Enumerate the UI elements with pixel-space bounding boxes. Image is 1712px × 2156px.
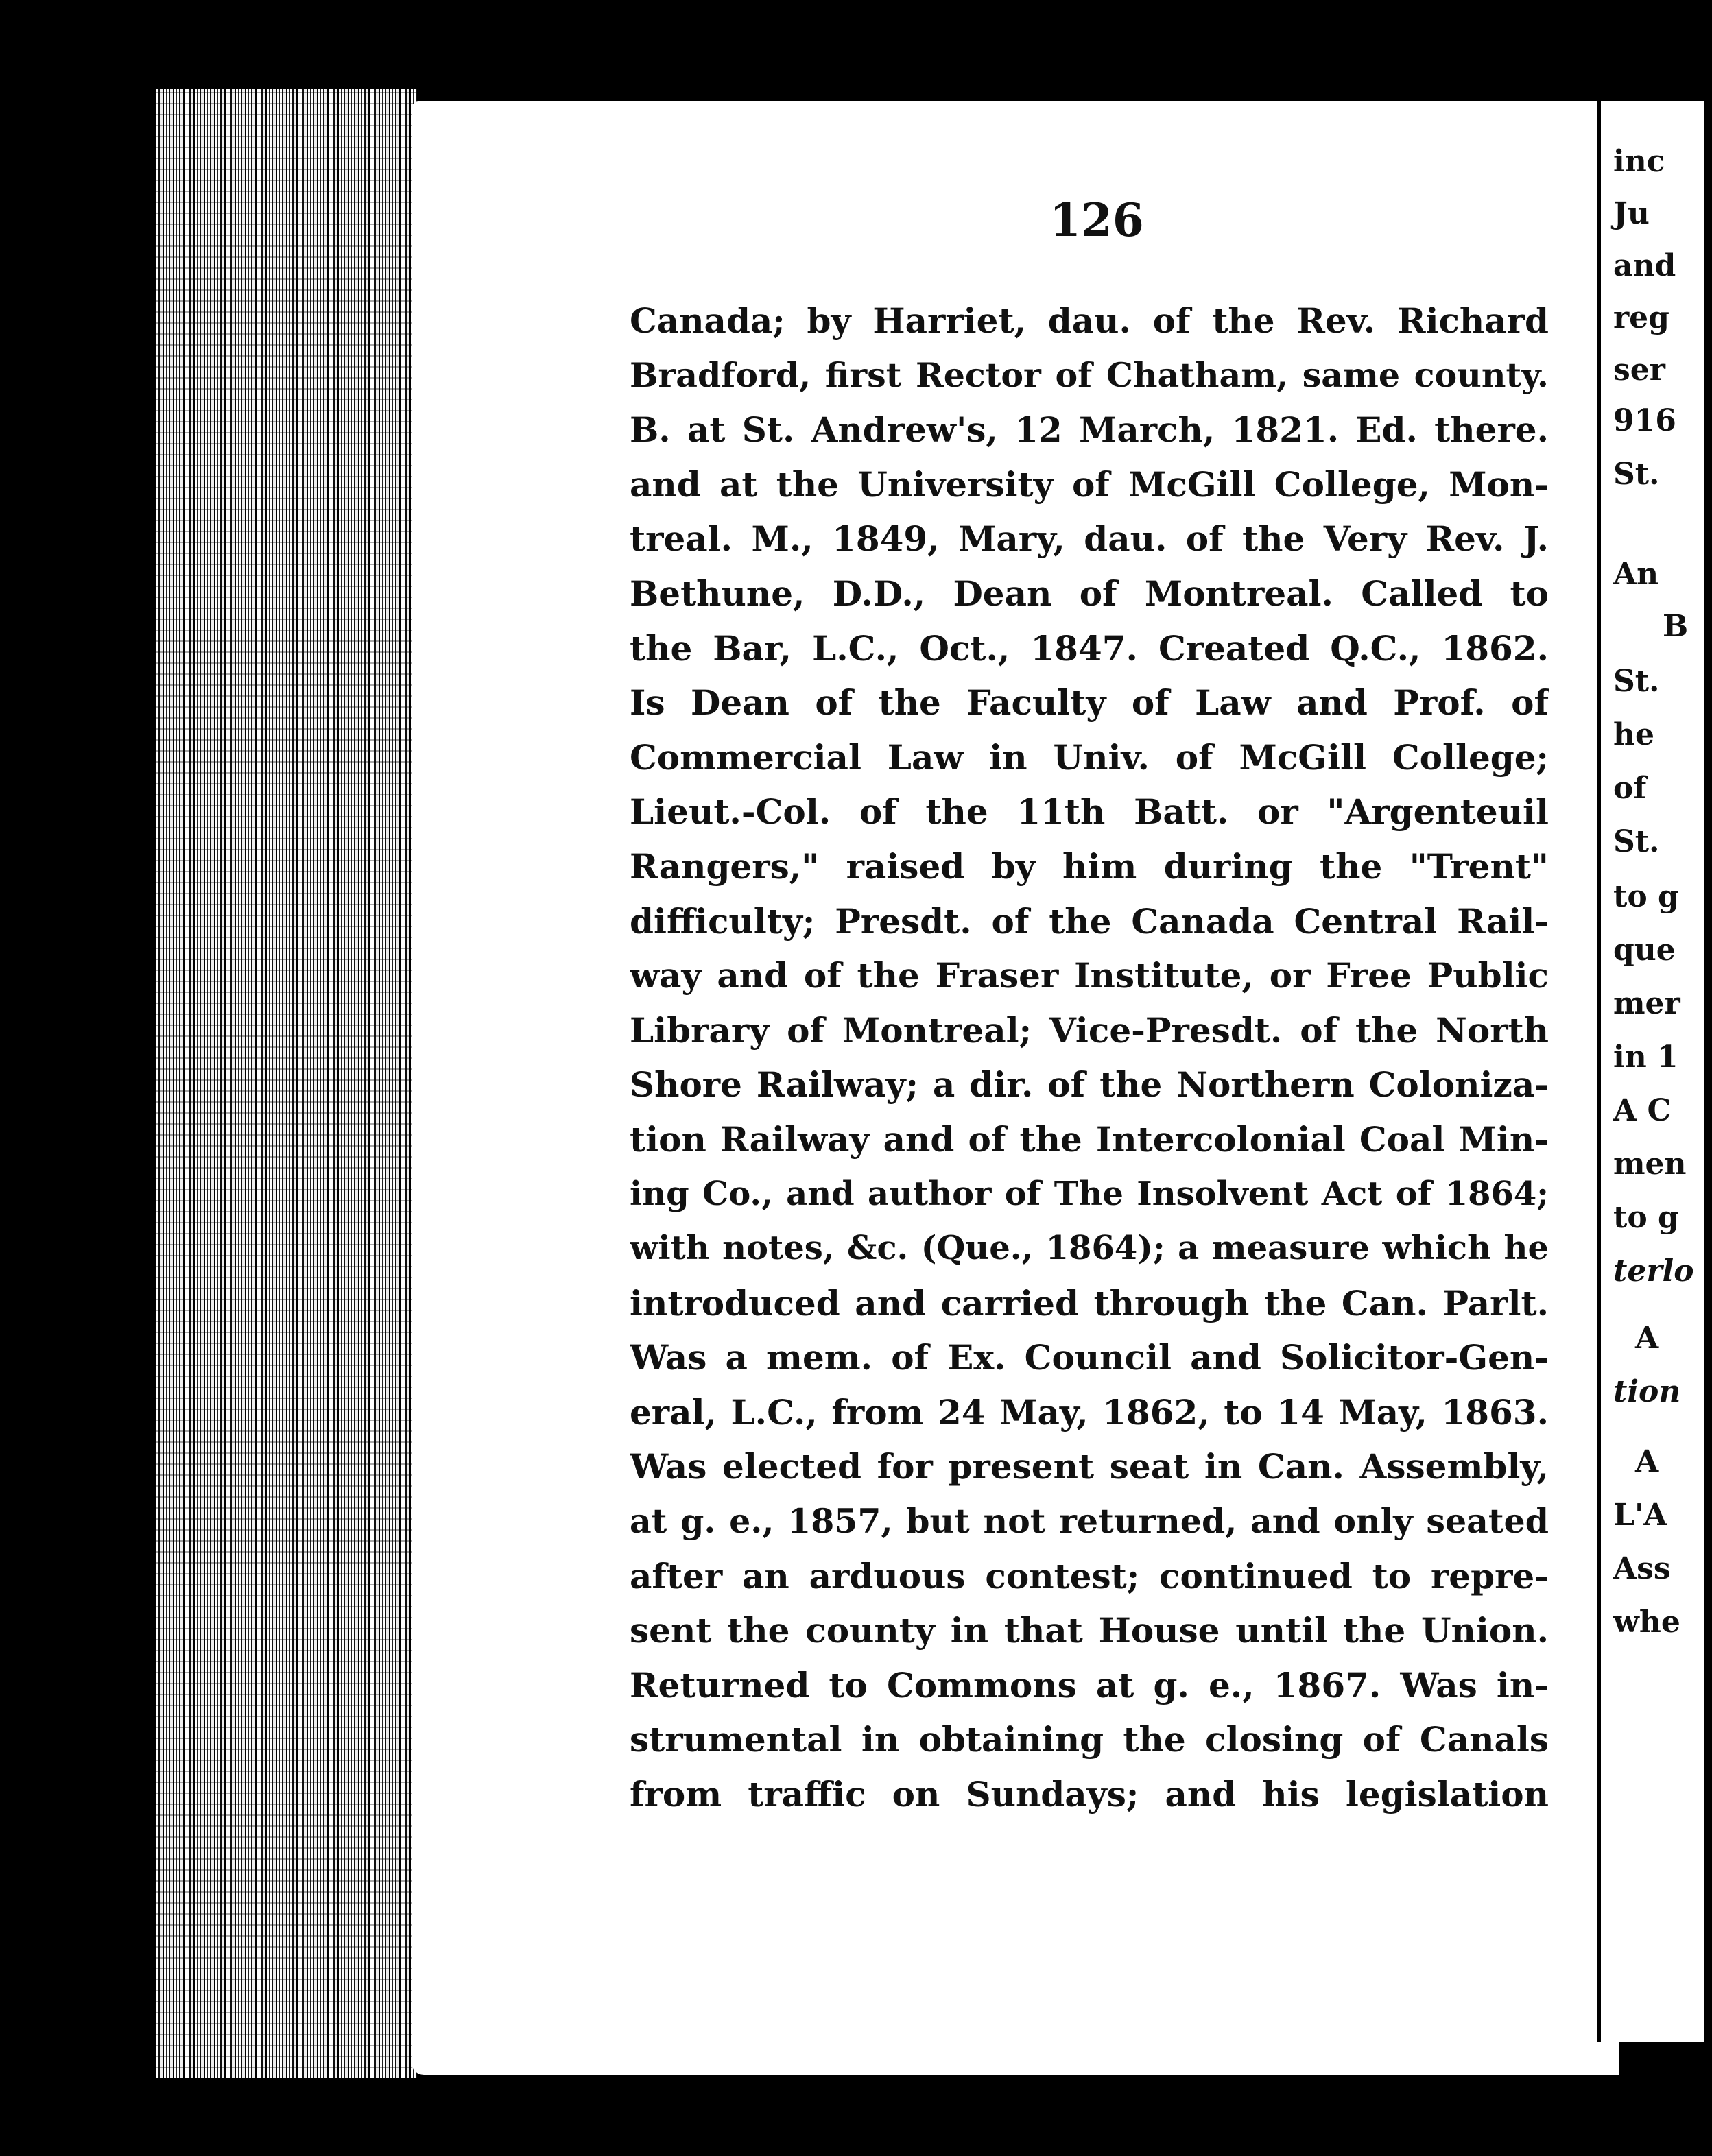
text-line: from traffic on Sundays; and his legislation — [630, 1774, 1549, 1815]
facing-fragment: reg — [1613, 300, 1669, 335]
facing-fragment: to g — [1613, 1200, 1679, 1235]
facing-fragment: 916 — [1613, 403, 1676, 438]
facing-fragment: Ass — [1613, 1551, 1671, 1586]
text-line: and at the University of McGill College, Mon- — [630, 464, 1549, 505]
facing-fragment: and — [1613, 248, 1676, 283]
text-line: Was a mem. of Ex. Council and Solicitor-Gen- — [630, 1337, 1549, 1378]
text-line: Bradford, first Rector of Chatham, same county. — [630, 355, 1549, 395]
facing-fragment: whe — [1613, 1605, 1680, 1640]
facing-fragment: St. — [1613, 664, 1660, 699]
text-line: Shore Railway; a dir. of the Northern Coloniza- — [630, 1064, 1549, 1105]
text-line: Lieut.-Col. of the 11th Batt. or "Argenteuil — [630, 791, 1549, 833]
text-line: strumental in obtaining the closing of Canals — [630, 1719, 1549, 1760]
facing-fragment: ser — [1613, 352, 1665, 387]
facing-fragment: A C — [1613, 1093, 1672, 1128]
text-line: with notes, &c. (Que., 1864); a measure which he — [630, 1229, 1549, 1268]
text-line: the Bar, L.C., Oct., 1847. Created Q.C., 1862. — [630, 627, 1549, 669]
facing-fragment: inc — [1613, 144, 1665, 179]
text-line: Canada; by Harriet, dau. of the Rev. Richard — [630, 300, 1549, 341]
text-line: Bethune, D.D., Dean of Montreal. Called to — [630, 573, 1549, 614]
facing-fragment: L'A — [1613, 1498, 1667, 1533]
facing-fragment: to g — [1613, 879, 1679, 914]
text-line: eral, L.C., from 24 May, 1862, to 14 May, 1863. — [630, 1391, 1549, 1433]
facing-fragment: St. — [1613, 824, 1660, 859]
text-line: Is Dean of the Faculty of Law and Prof. of — [630, 682, 1549, 723]
text-line: Library of Montreal; Vice-Presdt. of the North — [630, 1009, 1549, 1051]
text-line: B. at St. Andrew's, 12 March, 1821. Ed. there. — [630, 409, 1549, 451]
facing-fragment: he — [1613, 717, 1654, 752]
text-line: treal. M., 1849, Mary, dau. of the Very Rev. J. — [630, 518, 1549, 560]
facing-fragment: in 1 — [1613, 1040, 1678, 1075]
text-line: after an arduous contest; continued to repre- — [630, 1555, 1549, 1596]
text-line: way and of the Fraser Institute, or Free Public — [630, 955, 1549, 996]
facing-page — [1597, 101, 1704, 2042]
facing-fragment: of — [1613, 771, 1647, 806]
text-line: Was elected for present seat in Can. Assembly, — [630, 1446, 1549, 1487]
facing-fragment: tion — [1613, 1374, 1681, 1409]
page-edges — [156, 89, 417, 2078]
facing-fragment: Ju — [1613, 196, 1650, 231]
text-line: Returned to Commons at g. e., 1867. Was in- — [630, 1664, 1549, 1705]
page-number: 126 — [1049, 193, 1144, 247]
text-line: sent the county in that House until the Union. — [630, 1610, 1549, 1651]
body-text — [630, 294, 1549, 1822]
facing-fragment: men — [1613, 1147, 1687, 1182]
text-line: Rangers," raised by him during the "Trent" — [630, 846, 1549, 887]
text-line: at g. e., 1857, but not returned, and only seated — [630, 1501, 1549, 1542]
text-line: Commercial Law in Univ. of McGill College; — [630, 736, 1549, 778]
facing-fragment: mer — [1613, 986, 1680, 1021]
facing-fragment: B — [1663, 609, 1689, 644]
facing-fragment: St. — [1613, 457, 1660, 492]
facing-fragment: A — [1635, 1444, 1659, 1479]
text-line: ing Co., and author of The Insolvent Act of 1864; — [630, 1174, 1549, 1213]
facing-fragment: A — [1635, 1321, 1659, 1356]
facing-fragment: terlo — [1613, 1254, 1694, 1289]
text-line: introduced and carried through the Can. Parlt. — [630, 1282, 1549, 1323]
facing-fragment: An — [1613, 557, 1659, 592]
text-line: difficulty; Presdt. of the Canada Central Rail- — [630, 900, 1549, 942]
text-line: tion Railway and of the Intercolonial Coal Min- — [630, 1118, 1549, 1160]
facing-fragment: que — [1613, 933, 1676, 968]
